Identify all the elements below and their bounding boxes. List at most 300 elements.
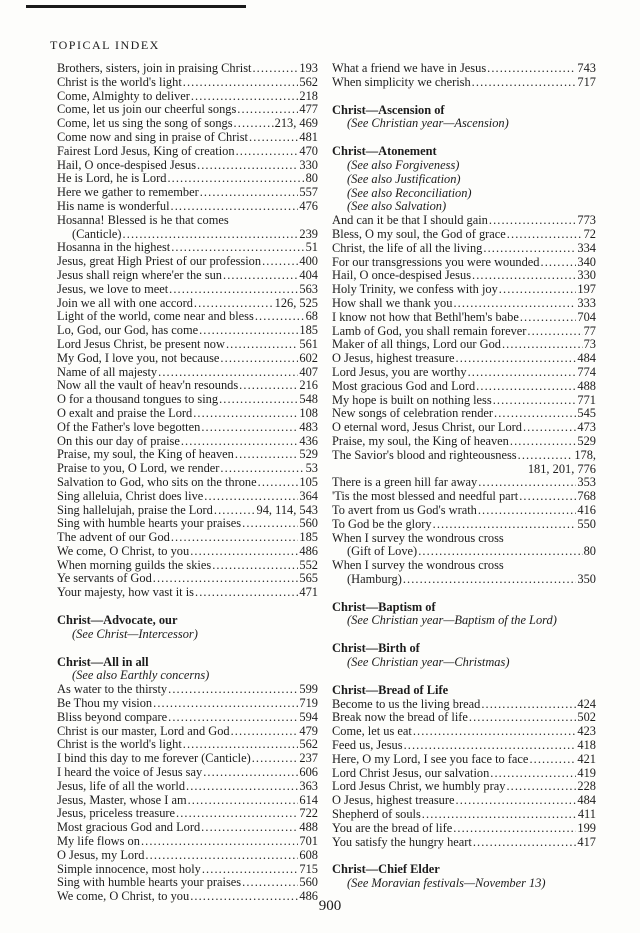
hymn-numbers: 193 — [299, 61, 318, 75]
entry-title: To avert from us God's wrath — [332, 502, 477, 517]
entry-title: Lo, God, our God, has come — [57, 323, 199, 338]
dot-leader — [478, 476, 576, 490]
dot-leader — [472, 76, 577, 90]
dot-leader — [214, 504, 256, 518]
entry-title: Bliss beyond compare — [57, 709, 168, 724]
cross-reference: (See Christian year—Baptism of the Lord) — [347, 613, 557, 628]
index-entry — [57, 352, 318, 366]
entry-title: O for a thousand tongues to sing — [57, 392, 219, 407]
index-entry — [57, 310, 318, 324]
entry-title: Feed us, Jesus — [332, 738, 403, 753]
dot-leader — [478, 504, 577, 518]
entry-title: When simplicity we cherish — [332, 74, 471, 89]
dot-leader — [236, 145, 299, 159]
index-entry — [57, 531, 318, 545]
index-entry — [332, 490, 596, 504]
entry-title: Now all the vault of heav'n resounds — [57, 378, 239, 393]
index-entry — [57, 711, 318, 725]
dot-leader — [258, 476, 299, 490]
right-intro-entries — [332, 62, 596, 90]
hymn-numbers: 484 — [577, 793, 596, 808]
hymn-numbers: 108 — [299, 405, 318, 420]
hymn-numbers: 94, 114, 543 — [256, 502, 318, 517]
hymn-numbers: 185 — [299, 323, 318, 338]
dot-leader — [186, 780, 298, 794]
entry-title: Christ is our master, Lord and God — [57, 723, 230, 738]
entry-title: Name of all majesty — [57, 364, 158, 379]
index-entry — [57, 876, 318, 890]
hymn-numbers: 418 — [577, 738, 596, 753]
index-entry — [57, 435, 318, 449]
heading-advocate: Christ—Advocate, our — [57, 613, 178, 628]
entry-title: Come, let us join our cheerful songs — [57, 102, 237, 117]
index-entry — [332, 780, 596, 794]
hymn-numbers: 185 — [299, 530, 318, 545]
hymn-numbers: 213, 469 — [274, 116, 318, 131]
dot-leader — [145, 849, 298, 863]
hymn-numbers: 529 — [577, 433, 596, 448]
entry-title: Lord Christ Jesus, our salvation — [332, 765, 490, 780]
entry-title: Fairest Lord Jesus, King of creation — [57, 143, 235, 158]
entry-title: Praise, my soul, the King of heaven — [332, 433, 509, 448]
entry-title: My God, I love you, not because — [57, 350, 220, 365]
index-entry — [332, 228, 596, 242]
entry-title: Here we gather to remember — [57, 185, 199, 200]
index-entry — [332, 311, 596, 325]
heading-all-in-all: Christ—All in all — [57, 654, 149, 669]
entries-atonement — [332, 214, 596, 587]
entry-title: 'Tis the most blessed and needful part — [332, 489, 519, 504]
dot-leader — [158, 366, 298, 380]
index-entry — [332, 283, 596, 297]
dot-leader — [433, 518, 577, 532]
entry-title: Be Thou my vision — [57, 696, 153, 711]
hymn-numbers: 529 — [299, 447, 318, 462]
dot-leader — [220, 462, 304, 476]
index-entry — [57, 504, 318, 518]
dot-leader — [195, 586, 298, 600]
hymn-numbers: 199 — [577, 820, 596, 835]
dot-leader — [483, 242, 576, 256]
index-entry — [57, 545, 318, 559]
index-entry — [57, 103, 318, 117]
dot-leader — [494, 407, 576, 421]
dot-leader — [153, 697, 298, 711]
index-entry — [332, 836, 596, 850]
entry-title: Shepherd of souls — [332, 807, 421, 822]
hymn-numbers: 419 — [577, 765, 596, 780]
hymn-numbers: 565 — [299, 571, 318, 586]
hymn-numbers: 470 — [299, 143, 318, 158]
refs-atonement — [332, 159, 596, 214]
hymn-numbers: 488 — [299, 820, 318, 835]
index-entry — [57, 159, 318, 173]
hymn-numbers: 486 — [299, 889, 318, 904]
dot-leader — [212, 559, 298, 573]
hymn-numbers: 481 — [299, 129, 318, 144]
hymn-numbers: 704 — [577, 309, 596, 324]
entry-title: Your majesty, how vast it is — [57, 585, 194, 600]
dot-leader — [529, 753, 576, 767]
index-entry — [332, 421, 596, 435]
index-entry — [57, 200, 318, 214]
hymn-numbers: 436 — [299, 433, 318, 448]
hymn-numbers: 560 — [299, 516, 318, 531]
heading-atonement: Christ—Atonement — [332, 144, 437, 159]
hymn-numbers: 350 — [577, 571, 596, 586]
dot-leader — [520, 311, 577, 325]
hymn-numbers: 364 — [299, 488, 318, 503]
dot-leader — [183, 738, 299, 752]
entry-title: To God be the glory — [332, 516, 432, 531]
entry-title: O Jesus, my Lord — [57, 847, 145, 862]
entry-title: Come, let us eat — [332, 724, 412, 739]
dot-leader — [468, 366, 577, 380]
entry-title: Praise, my soul, the King of heaven — [57, 447, 234, 462]
hymn-numbers: 608 — [299, 847, 318, 862]
dot-leader — [249, 131, 298, 145]
index-entry — [57, 586, 318, 600]
cross-reference: (See Christ—Intercessor) — [72, 626, 198, 641]
hymn-numbers: 562 — [299, 74, 318, 89]
entry-title-line: Hosanna! Blessed is he that comes — [57, 212, 229, 227]
index-entry — [57, 766, 318, 780]
dot-leader — [493, 394, 577, 408]
entry-title: New songs of celebration render — [332, 406, 494, 421]
entry-title: Hosanna in the highest — [57, 240, 171, 255]
hymn-numbers: 563 — [299, 281, 318, 296]
hymn-numbers: 476 — [299, 198, 318, 213]
index-entry — [57, 62, 318, 76]
entry-title: Lord Jesus Christ, be present now — [57, 336, 225, 351]
index-entry — [332, 352, 596, 366]
dot-leader — [255, 310, 305, 324]
hymn-numbers: 334 — [577, 240, 596, 255]
index-entry — [57, 145, 318, 159]
dot-leader — [541, 256, 577, 270]
entry-title: Lord Jesus, you are worthy — [332, 364, 467, 379]
entry-title: O exalt and praise the Lord — [57, 405, 193, 420]
entry-title: There is a green hill far away — [332, 475, 478, 490]
hymn-numbers: 557 — [299, 185, 318, 200]
index-entry — [57, 476, 318, 490]
entry-title: Most gracious God and Lord — [332, 378, 476, 393]
hymn-numbers: 421 — [577, 751, 596, 766]
hymn-numbers: 562 — [299, 737, 318, 752]
index-entry — [332, 297, 596, 311]
entry-title: I bind this day to me forever (Canticle) — [57, 751, 251, 766]
hymn-numbers: 602 — [299, 350, 318, 365]
entry-title: When morning guilds the skies — [57, 557, 212, 572]
index-entry — [57, 241, 318, 255]
entry-title: Christ is the world's light — [57, 74, 182, 89]
heading-chief-elder: Christ—Chief Elder — [332, 862, 440, 877]
entry-title: Sing alleluia, Christ does live — [57, 488, 204, 503]
index-entry — [57, 407, 318, 421]
index-entry — [57, 379, 318, 393]
entry-title: Come now and sing in praise of Christ — [57, 129, 249, 144]
entry-title: Jesus, priceless treasure — [57, 806, 176, 821]
hymn-numbers: 237 — [299, 751, 318, 766]
hymn-numbers: 216 — [299, 378, 318, 393]
cross-reference: (See also Reconciliation) — [347, 185, 472, 200]
index-entry — [332, 435, 596, 449]
index-entry — [57, 683, 318, 697]
index-entry — [332, 545, 596, 559]
entry-title: Light of the world, come near and bless — [57, 309, 254, 324]
cross-reference: (See also Earthly concerns) — [72, 668, 210, 683]
index-entry — [57, 697, 318, 711]
hymn-numbers: 488 — [577, 378, 596, 393]
dot-leader — [242, 876, 298, 890]
entry-title: Maker of all things, Lord our God — [332, 337, 501, 352]
left-column — [57, 62, 318, 904]
entry-title: O eternal word, Jesus Christ, our Lord — [332, 420, 522, 435]
entry-title: My hope is built on nothing less — [332, 392, 492, 407]
index-entry — [332, 794, 596, 808]
entry-title: For our transgressions you were wounded — [332, 254, 540, 269]
dot-leader — [239, 379, 298, 393]
dot-leader — [176, 807, 298, 821]
hymn-numbers: 53 — [305, 461, 318, 476]
dot-leader — [510, 435, 577, 449]
entry-title: You are the bread of life — [332, 820, 453, 835]
index-entry — [57, 517, 318, 531]
dot-leader — [183, 76, 299, 90]
refs-all-in-all — [57, 669, 318, 683]
index-entry — [332, 242, 596, 256]
entry-title: (Canticle) — [72, 226, 122, 241]
index-entry — [57, 559, 318, 573]
index-entry — [57, 393, 318, 407]
hymn-numbers: 340 — [577, 254, 596, 269]
index-entry — [57, 338, 318, 352]
entry-title: Hail, O once-despised Jesus — [57, 157, 197, 172]
entry-title: Praise to you, O Lord, we render — [57, 461, 220, 476]
index-entry — [57, 752, 318, 766]
index-entry — [57, 448, 318, 462]
entry-title: Here, O my Lord, I see you face to face — [332, 751, 529, 766]
index-entry — [332, 822, 596, 836]
dot-leader — [490, 767, 576, 781]
dot-leader — [204, 490, 298, 504]
index-entry — [57, 794, 318, 808]
entry-title: Break now the bread of life — [332, 710, 468, 725]
dot-leader — [220, 352, 298, 366]
index-entry — [332, 711, 596, 725]
entry-title: How shall we thank you — [332, 295, 453, 310]
hymn-numbers: 404 — [299, 267, 318, 282]
entry-title: I heard the voice of Jesus say — [57, 765, 203, 780]
entry-title: My life flows on — [57, 834, 140, 849]
index-entry — [57, 366, 318, 380]
dot-leader — [226, 338, 298, 352]
hymn-numbers: 502 — [577, 710, 596, 725]
page-number: 900 — [318, 898, 342, 914]
entry-title: Join we all with one accord — [57, 295, 193, 310]
index-entry — [332, 739, 596, 753]
dot-leader — [472, 269, 576, 283]
heading-bread-of-life: Christ—Bread of Life — [332, 682, 449, 697]
dot-leader — [201, 421, 298, 435]
dot-leader — [219, 393, 298, 407]
hymn-numbers: 561 — [299, 336, 318, 351]
hymn-numbers: 333 — [577, 295, 596, 310]
entry-title: Most gracious God and Lord — [57, 820, 201, 835]
entry-title: We come, O Christ, to you — [57, 889, 190, 904]
index-entry — [57, 297, 318, 311]
dot-leader — [199, 324, 298, 338]
entry-title: Christ is the world's light — [57, 737, 182, 752]
dot-leader — [167, 172, 304, 186]
entry-title: And can it be that I should gain — [332, 213, 488, 228]
dot-leader — [518, 449, 574, 463]
dot-leader — [453, 297, 576, 311]
index-entry — [57, 76, 318, 90]
dot-leader — [502, 338, 583, 352]
entry-title: Come, Almighty to deliver — [57, 88, 190, 103]
entry-title: Jesus, great High Priest of our profession — [57, 254, 262, 269]
index-entry — [57, 283, 318, 297]
entry-title: O Jesus, highest treasure — [332, 793, 455, 808]
index-entry — [57, 821, 318, 835]
index-entry — [57, 228, 318, 242]
entry-title: Brothers, sisters, join in praising Christ — [57, 61, 252, 75]
dot-leader — [453, 822, 576, 836]
dot-leader — [507, 228, 583, 242]
index-entry — [57, 462, 318, 476]
cross-reference: (See Christian year—Christmas) — [347, 655, 510, 670]
dot-leader — [141, 835, 298, 849]
hymn-numbers: 330 — [577, 268, 596, 283]
dot-leader — [171, 200, 299, 214]
dot-leader — [168, 683, 298, 697]
hymn-numbers: 483 — [299, 419, 318, 434]
entry-title: Jesus shall reign where'er the sun — [57, 267, 222, 282]
index-entry — [332, 338, 596, 352]
dot-leader — [190, 545, 298, 559]
hymn-numbers: 416 — [577, 502, 596, 517]
dot-leader — [188, 794, 299, 808]
hymn-numbers: 77 — [583, 323, 596, 338]
dot-leader — [231, 725, 299, 739]
entry-title: Jesus, we love to meet — [57, 281, 169, 296]
hymn-numbers: 717 — [577, 74, 596, 89]
dot-leader — [469, 711, 577, 725]
index-entry — [57, 725, 318, 739]
dot-leader — [197, 159, 298, 173]
index-entry — [332, 256, 596, 270]
index-entry — [57, 186, 318, 200]
hymn-numbers: 80 — [305, 171, 318, 186]
entry-title: Come, let us sing the song of songs — [57, 116, 233, 131]
index-entry — [57, 172, 318, 186]
hymn-numbers: 771 — [577, 392, 596, 407]
hymn-numbers: 477 — [299, 102, 318, 117]
dot-leader — [506, 780, 576, 794]
dot-leader — [194, 297, 274, 311]
index-entry — [57, 131, 318, 145]
hymn-numbers: 411 — [577, 807, 596, 822]
dot-leader — [456, 794, 577, 808]
entry-title: His name is wonderful — [57, 198, 170, 213]
cross-reference: (See Moravian festivals—November 13) — [347, 876, 546, 891]
hymn-numbers: 68 — [305, 309, 318, 324]
cross-reference: (See also Forgiveness) — [347, 157, 460, 172]
hymn-numbers: 484 — [577, 351, 596, 366]
entry-title-line: When I survey the wondrous cross — [332, 530, 504, 545]
index-entry — [332, 394, 596, 408]
hymn-numbers: 473 — [577, 420, 596, 435]
heading-birth: Christ—Birth of — [332, 641, 420, 656]
entry-title: As water to the thirsty — [57, 682, 168, 697]
dot-leader — [123, 228, 299, 242]
hymn-numbers: 774 — [577, 364, 596, 379]
dot-leader — [519, 490, 576, 504]
dot-leader — [487, 62, 576, 76]
hymn-numbers: 51 — [305, 240, 318, 255]
refs-baptism — [332, 614, 596, 628]
entry-title: The Savior's blood and righteousness — [332, 447, 517, 462]
entry-title: Jesus, Master, whose I am — [57, 792, 187, 807]
entry-title: What a friend we have in Jesus — [332, 61, 487, 75]
entry-title: Sing with humble hearts your praises — [57, 875, 242, 890]
index-entry — [57, 90, 318, 104]
index-entry — [57, 863, 318, 877]
entry-title: Sing hallelujah, praise the Lord — [57, 502, 213, 517]
entry-title: The advent of our God — [57, 530, 170, 545]
entry-title: O Jesus, highest treasure — [332, 351, 455, 366]
hymn-numbers: 550 — [577, 516, 596, 531]
index-entry — [332, 698, 596, 712]
hymn-numbers: 72 — [583, 226, 596, 241]
dot-leader — [235, 448, 299, 462]
entry-title: He is Lord, he is Lord — [57, 171, 167, 186]
index-entry — [57, 421, 318, 435]
index-entry — [57, 572, 318, 586]
index-entry — [332, 753, 596, 767]
entry-title: Bless, O my soul, the God of grace — [332, 226, 506, 241]
index-entry — [332, 573, 596, 587]
entry-title: I know not how that Bethl'hem's babe — [332, 309, 519, 324]
hymn-numbers: 197 — [577, 282, 596, 297]
hymn-numbers: 471 — [299, 585, 318, 600]
entry-title: (Gift of Love) — [347, 544, 418, 559]
index-entry — [57, 849, 318, 863]
index-entry — [332, 380, 596, 394]
cross-reference: (See also Salvation) — [347, 199, 447, 214]
index-entry — [332, 269, 596, 283]
hymn-numbers: 228 — [577, 779, 596, 794]
refs-chief-elder — [332, 877, 596, 891]
entry-title: Salvation to God, who sits on the throne — [57, 474, 257, 489]
dot-leader — [242, 517, 298, 531]
index-entry — [332, 325, 596, 339]
dot-leader — [252, 62, 298, 76]
hymn-numbers: 80 — [583, 544, 596, 559]
index-entry — [332, 725, 596, 739]
hymn-numbers: 239 — [299, 226, 318, 241]
cross-reference: (See Christian year—Ascension) — [347, 116, 509, 131]
dot-leader — [191, 90, 299, 104]
hymn-numbers: 545 — [577, 406, 596, 421]
hymn-numbers: 126, 525 — [274, 295, 318, 310]
hymn-numbers: 353 — [577, 475, 596, 490]
entry-title: (Hamburg) — [347, 571, 402, 586]
entry-title: Hail, O once-despised Jesus — [332, 268, 472, 283]
entry-title: Lamb of God, you shall remain forever — [332, 323, 527, 338]
hymn-numbers: 105 — [299, 474, 318, 489]
